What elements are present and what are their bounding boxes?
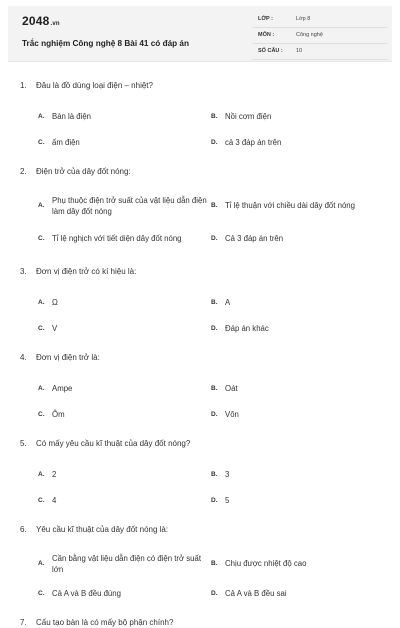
- question-number: 1.: [20, 81, 27, 90]
- question-5: [20, 438, 380, 524]
- meta-label: SỐ CÂU :: [258, 48, 283, 54]
- question-stem: [20, 166, 380, 177]
- option-b[interactable]: [211, 558, 380, 569]
- document-title: Trắc nghiệm Công nghệ 8 Bài 41 có đáp án: [22, 39, 189, 48]
- option-letter: C.: [38, 410, 45, 418]
- option-row: [20, 401, 380, 427]
- option-row: [20, 461, 380, 487]
- option-row: [20, 189, 380, 222]
- question-stem: [20, 352, 380, 363]
- question-list: [20, 80, 380, 628]
- option-row: [20, 289, 380, 315]
- question-number: 2.: [20, 167, 27, 176]
- site-logo[interactable]: [22, 14, 60, 28]
- question-spacer: [20, 513, 380, 524]
- option-text: ấm điện: [52, 137, 80, 147]
- option-a[interactable]: [38, 469, 207, 480]
- option-d[interactable]: [211, 233, 380, 244]
- question-text: Đơn vị điện trở là:: [36, 353, 100, 362]
- option-letter: C.: [38, 324, 45, 332]
- option-letter: B.: [211, 560, 218, 567]
- question-stem: [20, 438, 380, 449]
- question-text: Đâu là đồ dùng loại điện – nhiệt?: [36, 81, 153, 90]
- option-letter: A.: [38, 384, 45, 392]
- question-3: [20, 266, 380, 352]
- option-d[interactable]: [211, 409, 380, 420]
- option-letter: D.: [211, 324, 218, 332]
- question-spacer: [20, 606, 380, 617]
- option-a[interactable]: [38, 383, 207, 394]
- option-text: Phụ thuộc điện trở suất của vật liệu dẫn điện làm dây đốt nóng: [52, 195, 207, 216]
- question-spacer: [20, 255, 380, 266]
- option-letter: B.: [211, 470, 218, 478]
- option-text: Cả A và B đều đúng: [52, 588, 121, 598]
- answer-options: [20, 547, 380, 606]
- option-a[interactable]: [38, 553, 207, 575]
- logo-suffix: .vn: [50, 21, 60, 27]
- option-letter: A.: [38, 470, 45, 478]
- question-stem: [20, 524, 380, 535]
- meta-row-subject: [252, 30, 388, 44]
- option-letter: B.: [211, 202, 218, 209]
- meta-value: 10: [296, 48, 303, 54]
- option-c[interactable]: [38, 409, 207, 420]
- option-text: 3: [225, 469, 230, 479]
- question-number: 3.: [20, 267, 27, 276]
- option-letter: A.: [38, 298, 45, 306]
- question-text: Điện trở của dây đốt nóng:: [36, 167, 131, 176]
- option-a[interactable]: [38, 111, 207, 122]
- option-a[interactable]: [38, 195, 207, 217]
- option-d[interactable]: [211, 495, 380, 506]
- option-text: Cần bằng vật liệu dẫn điện có điện trở suất lớn: [52, 553, 202, 574]
- option-text: 5: [225, 495, 230, 505]
- option-letter: C.: [38, 589, 45, 597]
- document-meta: [252, 14, 388, 62]
- question-1: [20, 80, 380, 166]
- option-b[interactable]: [211, 297, 380, 308]
- option-text: Ampe: [52, 383, 73, 393]
- option-row: [20, 547, 380, 580]
- question-text: Yêu cầu kĩ thuật của dây đốt nóng là:: [36, 525, 169, 534]
- question-stem: [20, 80, 380, 91]
- question-stem: [20, 266, 380, 277]
- option-letter: A.: [38, 202, 45, 209]
- question-number: 7.: [20, 618, 27, 627]
- option-d[interactable]: [211, 323, 380, 334]
- option-text: Ôm: [52, 409, 65, 419]
- option-b[interactable]: [211, 383, 380, 394]
- answer-options: [20, 103, 380, 155]
- option-text: Cả 3 đáp án trên: [225, 234, 284, 243]
- option-letter: D.: [211, 410, 218, 418]
- option-text: Đáp án khác: [225, 323, 269, 333]
- option-b[interactable]: [211, 469, 380, 480]
- option-row: [20, 580, 380, 606]
- question-text: Cấu tạo bàn là có mấy bộ phận chính?: [36, 618, 174, 627]
- option-c[interactable]: [38, 495, 207, 506]
- option-a[interactable]: [38, 297, 207, 308]
- option-letter: D.: [211, 496, 218, 504]
- option-c[interactable]: [38, 233, 207, 244]
- meta-row-count: [252, 46, 388, 60]
- question-number: 4.: [20, 353, 27, 362]
- question-spacer: [20, 427, 380, 438]
- option-text: Oát: [225, 383, 238, 393]
- option-text: Cả A và B đều sai: [225, 588, 287, 598]
- option-text: cả 3 đáp án trên: [225, 137, 282, 147]
- option-b[interactable]: [211, 200, 380, 211]
- option-text: V: [52, 323, 58, 333]
- option-text: Tỉ lệ thuận với chiều dài dây đốt nóng: [225, 201, 355, 210]
- option-row: [20, 129, 380, 155]
- question-4: [20, 352, 380, 438]
- option-b[interactable]: [211, 111, 380, 122]
- answer-options: [20, 375, 380, 427]
- logo-main: 2048: [22, 14, 50, 28]
- answer-options: [20, 189, 380, 255]
- question-stem: [20, 617, 380, 628]
- option-text: Chịu được nhiệt độ cao: [225, 559, 307, 568]
- question-6: [20, 524, 380, 617]
- option-letter: C.: [38, 235, 45, 242]
- option-c[interactable]: [38, 323, 207, 334]
- option-text: 2: [52, 469, 57, 479]
- option-row: [20, 315, 380, 341]
- question-text: Có mấy yêu cầu kĩ thuật của dây đốt nóng?: [36, 439, 191, 448]
- option-letter: D.: [211, 589, 218, 597]
- option-letter: B.: [211, 112, 218, 120]
- question-number: 5.: [20, 439, 27, 448]
- option-letter: A.: [38, 560, 45, 567]
- option-d[interactable]: [211, 137, 380, 148]
- question-7: [20, 617, 380, 628]
- option-letter: B.: [211, 384, 218, 392]
- document-header: [8, 6, 392, 62]
- option-letter: D.: [211, 138, 218, 146]
- option-text: 4: [52, 495, 57, 505]
- option-letter: B.: [211, 298, 218, 306]
- option-d[interactable]: [211, 588, 380, 599]
- option-text: Nồi cơm điện: [225, 111, 272, 121]
- option-row: [20, 375, 380, 401]
- option-text: Vôn: [225, 409, 239, 419]
- meta-value: Công nghệ: [296, 32, 323, 38]
- option-letter: C.: [38, 138, 45, 146]
- meta-value: Lớp 8: [296, 16, 311, 22]
- question-number: 6.: [20, 525, 27, 534]
- option-c[interactable]: [38, 137, 207, 148]
- meta-label: LỚP :: [258, 16, 273, 22]
- option-row: [20, 222, 380, 255]
- option-letter: C.: [38, 496, 45, 504]
- question-text: Đơn vị điện trở có kí hiệu là:: [36, 267, 137, 276]
- answer-options: [20, 461, 380, 513]
- option-letter: D.: [211, 235, 218, 242]
- option-text: Tỉ lệ nghịch với tiết diện dây đốt nóng: [52, 234, 182, 243]
- option-c[interactable]: [38, 588, 207, 599]
- meta-label: MÔN :: [258, 32, 275, 38]
- option-row: [20, 103, 380, 129]
- meta-row-class: [252, 14, 388, 28]
- question-spacer: [20, 155, 380, 166]
- answer-options: [20, 289, 380, 341]
- option-text: Ω: [52, 297, 58, 307]
- option-text: A: [225, 297, 231, 307]
- option-row: [20, 487, 380, 513]
- option-text: Bàn là điện: [52, 111, 92, 121]
- question-2: [20, 166, 380, 266]
- option-letter: A.: [38, 112, 45, 120]
- question-spacer: [20, 341, 380, 352]
